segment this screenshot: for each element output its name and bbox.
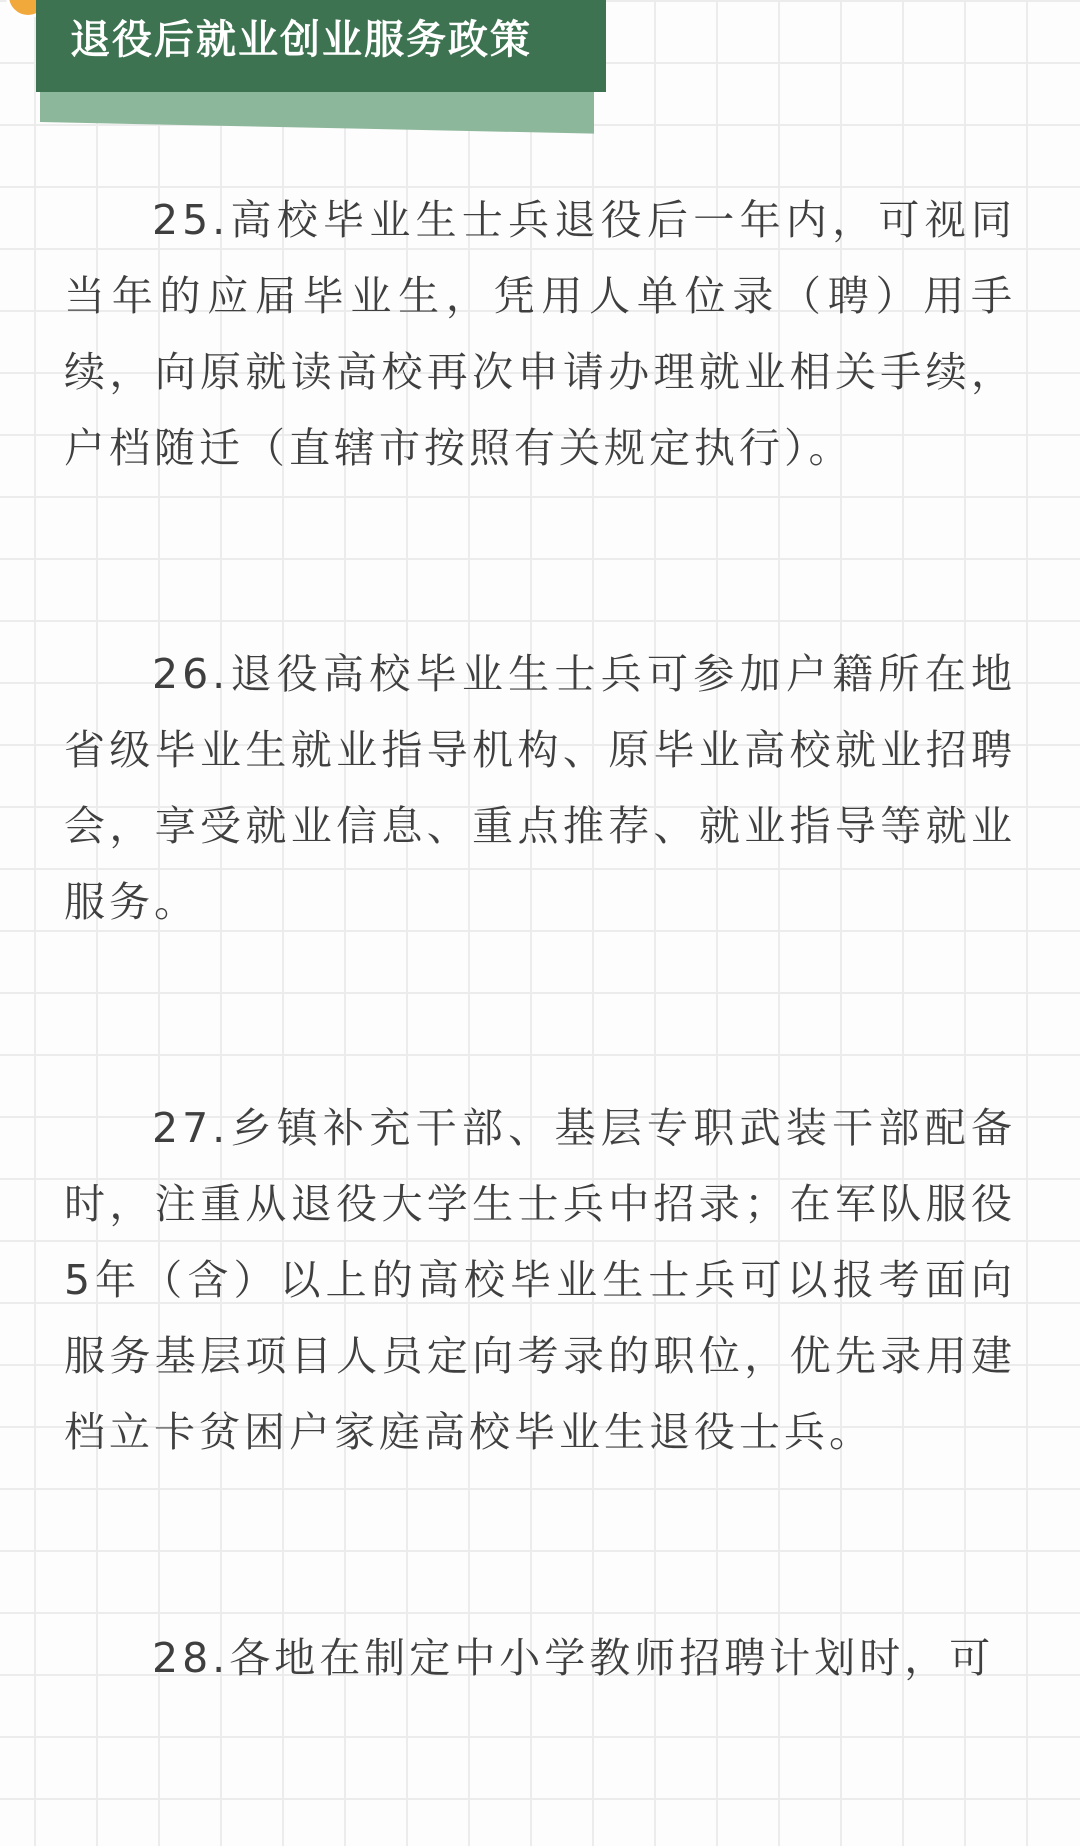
policy-item-25: 25.高校毕业生士兵退役后一年内，可视同当年的应届毕业生，凭用人单位录（聘）用手续，向原就读高校再次申请办理就业相关手续，户档随迁（直辖市按照有关规定执行）。 — [64, 196, 1016, 472]
page-title: 退役后就业创业服务政策 — [70, 17, 532, 63]
header-banner — [36, 0, 606, 92]
policy-item-27: 27.乡镇补充干部、基层专职武装干部配备时，注重从退役大学生士兵中招录；在军队服役5年（含）以上的高校毕业生士兵可以报考面向服务基层项目人员定向考录的职位，优先录用建档立卡贫困户家庭高校毕业生退役士兵。 — [64, 1104, 1016, 1456]
policy-item-28: 28.各地在制定中小学教师招聘计划时，可 — [152, 1634, 995, 1682]
policy-item-26: 26.退役高校毕业生士兵可参加户籍所在地省级毕业生就业指导机构、原毕业高校就业招聘会，享受就业信息、重点推荐、就业指导等就业服务。 — [64, 650, 1016, 926]
policy-content — [64, 182, 1016, 1846]
